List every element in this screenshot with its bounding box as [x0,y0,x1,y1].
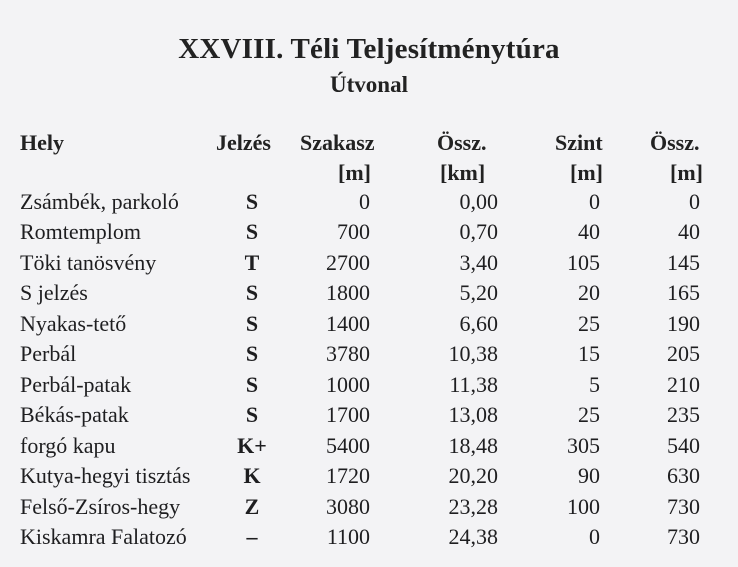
table-row [0,524,738,554]
cell-total-level: 165 [667,280,700,305]
table-row [0,402,738,432]
table-row [0,433,738,463]
cell-level: 15 [578,341,600,366]
cell-segment: 1720 [326,463,370,488]
cell-mark: S [245,341,259,366]
cell-total-level: 0 [689,189,700,214]
cell-place: Kiskamra Falatozó [20,524,187,549]
cell-mark: T [244,250,260,275]
page-title: XXVIII. Téli Teljesítménytúra [178,33,560,65]
cell-place: Felső-Zsíros-hegy [20,494,181,519]
table-row [0,463,738,493]
cell-total-km: 5,20 [459,280,498,305]
cell-segment: 3780 [326,341,370,366]
cell-mark: S [245,219,259,244]
cell-segment: 1400 [326,311,370,336]
table-row [0,189,738,219]
header-total-level: Össz. [650,130,700,155]
cell-place: Perbál-patak [20,372,132,397]
cell-level: 40 [578,219,600,244]
cell-total-km: 24,38 [448,524,498,549]
cell-level: 90 [578,463,600,488]
cell-segment: 1000 [326,372,370,397]
cell-segment: 1100 [326,524,370,549]
header-segment-unit: [m] [338,160,371,185]
cell-level: 0 [589,524,600,549]
cell-mark: S [245,372,259,397]
table-row [0,311,738,341]
cell-total-level: 145 [667,250,700,275]
cell-level: 105 [567,250,600,275]
cell-total-level: 205 [667,341,700,366]
cell-segment: 700 [337,219,370,244]
page-subtitle: Útvonal [330,72,408,97]
cell-place: Békás-patak [20,402,129,427]
table-row [0,280,738,310]
cell-segment: 5400 [326,433,370,458]
cell-level: 20 [578,280,600,305]
cell-level: 25 [578,311,600,336]
cell-place: S jelzés [20,280,88,305]
cell-level: 0 [589,189,600,214]
cell-mark: – [246,524,258,549]
cell-total-level: 40 [678,219,700,244]
header-mark: Jelzés [216,130,271,155]
table-row [0,341,738,371]
cell-mark: S [245,189,259,214]
cell-total-km: 0,00 [459,189,498,214]
header-total-level-unit: [m] [670,160,703,185]
cell-total-level: 210 [667,372,700,397]
header-total-km: Össz. [437,130,487,155]
cell-segment: 2700 [326,250,370,275]
header-total-km-unit: [km] [440,160,486,185]
cell-total-level: 235 [667,402,700,427]
cell-total-km: 3,40 [459,250,498,275]
table-row [0,372,738,402]
cell-total-km: 20,20 [448,463,498,488]
table-row [0,250,738,280]
header-place: Hely [20,130,64,155]
cell-mark: S [245,311,259,336]
cell-total-km: 6,60 [459,311,498,336]
cell-segment: 1800 [326,280,370,305]
cell-segment: 3080 [326,494,370,519]
cell-total-km: 10,38 [448,341,498,366]
cell-total-km: 23,28 [448,494,498,519]
cell-place: Perbál [20,341,77,366]
cell-mark: S [245,280,259,305]
cell-total-level: 730 [667,494,700,519]
cell-mark: Z [244,494,260,519]
cell-total-level: 540 [667,433,700,458]
cell-mark: K [243,463,261,488]
cell-total-km: 18,48 [448,433,498,458]
table-row [0,494,738,524]
cell-total-level: 630 [667,463,700,488]
cell-total-km: 0,70 [459,219,498,244]
cell-level: 100 [567,494,600,519]
table-row [0,219,738,249]
cell-total-km: 11,38 [449,372,498,397]
cell-level: 305 [567,433,600,458]
cell-place: Nyakas-tető [20,311,127,336]
cell-place: Zsámbék, parkoló [20,189,179,214]
cell-mark: K+ [237,433,267,458]
cell-total-km: 13,08 [448,402,498,427]
cell-place: Kutya-hegyi tisztás [20,463,191,488]
header-level: Szint [555,130,603,155]
header-segment: Szakasz [300,130,375,155]
cell-segment: 1700 [326,402,370,427]
cell-level: 25 [578,402,600,427]
cell-segment: 0 [359,189,370,214]
cell-place: Romtemplom [20,219,141,244]
cell-place: Töki tanösvény [20,250,157,275]
cell-total-level: 730 [667,524,700,549]
header-level-unit: [m] [570,160,603,185]
cell-level: 5 [589,372,600,397]
cell-mark: S [245,402,259,427]
cell-place: forgó kapu [20,433,116,458]
cell-total-level: 190 [667,311,700,336]
